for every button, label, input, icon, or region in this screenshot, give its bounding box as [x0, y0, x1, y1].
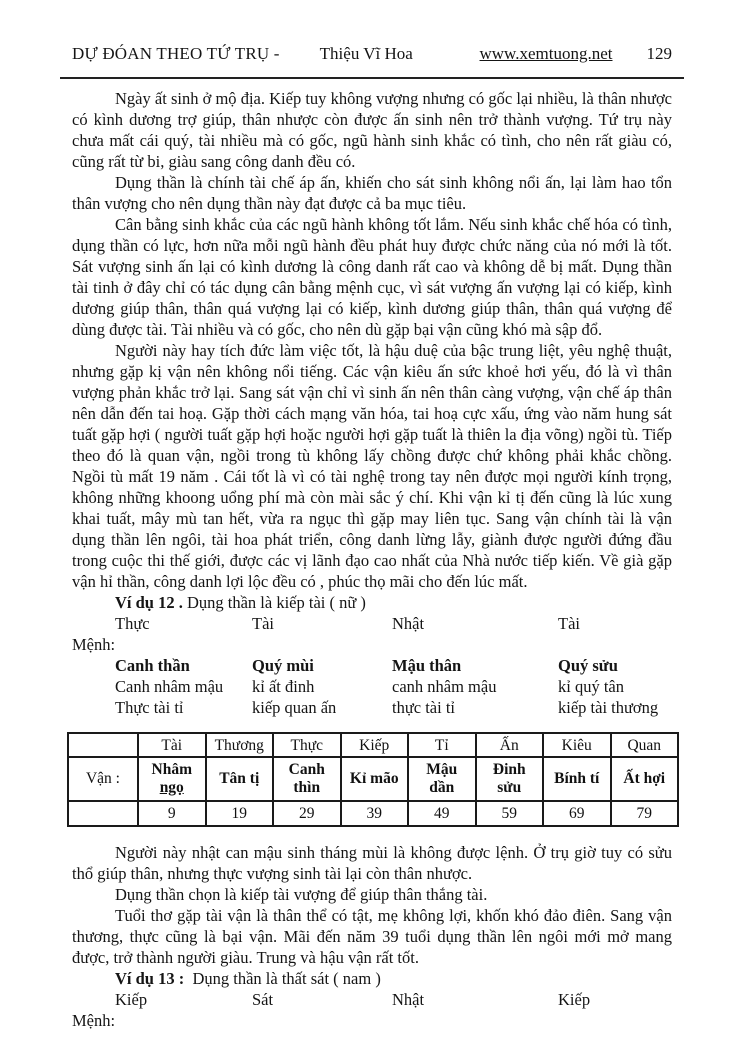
table-cell-god: Thương: [206, 733, 274, 757]
example-12-title: Dụng thần là kiếp tài ( nữ ): [186, 593, 366, 612]
god-label: Tài: [558, 614, 580, 633]
pillar-day: [392, 655, 558, 718]
pillar-month: [252, 655, 392, 718]
body-paragraph: Người này hay tích đức làm việc tốt, là hậu duệ của bậc trung liệt, yêu nghệ thuật, nhưng gặp kị vận nên không nổi tiếng. Các vận kiêu ấn sức khoẻ hơi yếu, đó là vì thân vượng phản khắc trở lại. Sang sát vận chỉ vì sinh ấn nên thân càng vượng, vận chế áp thân nên dẫn đến tai hoạ. Gặp thời cách mạng văn hóa, tai hoạ cực xấu, ứng vào năm hung sát tuất gặp hợi ( người tuất gặp hợi hoặc người hợi gặp tuất là thiên la địa võng) ngồi tù. Tiếp theo đó là quan vận, ngồi trong tù không lấy chồng được chứ không phải khắc chồng. Ngồi tù mất 19 năm . Cái tốt là vì có tài nghệ trong tay nên được mọi người kính trọng, không những khoong uổng phí mà còn mài sắc ý chí. Khi vận kỉ tị đến cũng là lúc xung khai tuất, mây mù tan hết, vừa ra ngục thì gặp may liên tục. Sang vận chính tài là vận dụng thần lên ngôi, tài hoa phát triển, công danh lừng lẫy, giành được người đứng đầu trong cuộc thi thế giới, được các vị lãnh đạo cao nhất của Nhà nước tiếp kiến. Về già gặp vận hỉ thần, công danh lợi lộc đều có , phúc thọ mãi cho đến lúc mất.: [72, 341, 672, 591]
example-12-gods-row: [115, 613, 672, 634]
menh-label: Mệnh:: [72, 635, 116, 654]
god-label: Sát: [252, 990, 274, 1009]
body-paragraph: Dụng thần chọn là kiếp tài vượng để giúp thân thắng tài.: [115, 885, 488, 904]
pillar-year: [115, 655, 252, 718]
table-cell-god: Quan: [611, 733, 679, 757]
table-cell-pillar: Mậu dần: [408, 757, 476, 801]
god-label: Nhật: [392, 614, 425, 633]
luck-cycle-table: [67, 732, 679, 827]
example-13-heading: [72, 968, 672, 989]
table-cell-pillar: Bính tí: [543, 757, 611, 801]
pillar-hidden-stems: kỉ ất đinh: [252, 677, 315, 696]
table-cell-age: 19: [206, 801, 274, 826]
pillar-hidden-stems: Canh nhâm mậu: [115, 677, 224, 696]
example-13-gods-row: [115, 989, 672, 1010]
pillar-gods: thực tài tỉ: [392, 698, 456, 717]
table-cell-pillar: Kỉ mão: [341, 757, 409, 801]
pillar-name: Canh thần: [115, 656, 190, 675]
table-row-gods: [68, 733, 678, 757]
table-cell-god: Kiêu: [543, 733, 611, 757]
table-cell-god: Tài: [138, 733, 206, 757]
table-cell-pillar: Canh thìn: [273, 757, 341, 801]
table-cell-age: 39: [341, 801, 409, 826]
pillar-hour: [558, 655, 672, 718]
table-cell-age: 59: [476, 801, 544, 826]
example-12-pillars: [115, 655, 672, 718]
table-cell-age: 49: [408, 801, 476, 826]
table-cell-god: Ấn: [476, 733, 544, 757]
example-13-label: Ví dụ 13 :: [115, 969, 185, 988]
god-label: Tài: [252, 614, 274, 633]
pillar-hidden-stems: canh nhâm mậu: [392, 677, 497, 696]
example-12-heading: [72, 592, 672, 613]
page-header: [60, 44, 684, 79]
table-cell-empty: [68, 801, 138, 826]
table-cell-age: 79: [611, 801, 679, 826]
table-row-label: Vận :: [68, 757, 138, 801]
table-cell-age: 9: [138, 801, 206, 826]
example-13-title: Dụng thần là thất sát ( nam ): [192, 969, 381, 988]
body-paragraph: Ngày ất sinh ở mộ địa. Kiếp tuy không vượng nhưng có gốc lại nhiều, là thân nhược có kình dương trợ giúp, thân nhược còn được ấn sinh nên trở thành vượng. Tứ trụ này chưa mất cái quý, tài nhiều mà có gốc, ngũ hành sinh khắc có tình, cho nên rất giàu có, cũng rất từ bi, giàu sang công danh đều có.: [72, 89, 672, 171]
table-cell-pillar: Ất hợi: [611, 757, 679, 801]
page-number: 129: [646, 44, 672, 63]
pillar-gods: Thực tài tỉ: [115, 698, 184, 717]
table-cell-pillar: Đinh sửu: [476, 757, 544, 801]
body-paragraph: Tuổi thơ gặp tài vận là thân thể có tật, mẹ không lợi, khốn khó đảo điên. Sang vận thương, thực cũng là bại vận. Mãi đến năm 39 tuổi dụng thần lên ngôi mới mở mang được, trở thành người giàu. Trung và hậu vận rất tốt.: [72, 906, 672, 967]
body-paragraph: Người này nhật can mậu sinh tháng mùi là không được lệnh. Ở trụ giờ tuy có sửu thổ giúp thân, nhưng thực vượng sinh tài lại còn thân nhược.: [72, 843, 672, 883]
god-label: Thực: [115, 614, 150, 633]
table-cell-empty: [68, 733, 138, 757]
website-link[interactable]: www.xemtuong.net: [479, 44, 613, 63]
table-row-ages: [68, 801, 678, 826]
pillar-hidden-stems: kỉ quý tân: [558, 677, 624, 696]
example-12-label: Ví dụ 12 .: [115, 593, 183, 612]
table-cell-age: 29: [273, 801, 341, 826]
pillar-gods: kiếp tài thương: [558, 698, 659, 717]
table-cell-age: 69: [543, 801, 611, 826]
table-cell-god: Thực: [273, 733, 341, 757]
god-label: Kiếp: [558, 990, 591, 1009]
god-label: Nhật: [392, 990, 425, 1009]
body-paragraph: Dụng thần là chính tài chế áp ấn, khiến cho sát sinh không nổi ấn, lại làm hao tổn thân vượng cho nên dụng thần này đạt được cả ba mục tiêu.: [72, 173, 672, 213]
table-cell-god: Tỉ: [408, 733, 476, 757]
body-paragraph: Cân bằng sinh khắc của các ngũ hành không tốt lắm. Nếu sinh khắc chế hóa có tình, dụng thần có lực, hơn nữa mỗi ngũ hành đều phát huy được chức năng của nó mới là tốt. Sát vượng sinh ấn lại có kình dương là công danh rất cao và không dễ bị mất. Dụng thần tài tinh ở đây chỉ có tác dụng cân bằng mệnh cục, vì sát vượng ấn vượng lại có kiếp, kình dương giúp thân, thân quá vượng lại có kiếp, kình dương giúp thân, thân quá vượng để dùng được tài. Tài nhiều và có gốc, cho nên dù gặp bại vận cũng khó mà sập đổ.: [72, 215, 672, 339]
book-author: Thiệu Vĩ Hoa: [319, 44, 413, 63]
table-cell-god: Kiếp: [341, 733, 409, 757]
table-row-pillars: [68, 757, 678, 801]
pillar-name: Quý sửu: [558, 656, 618, 675]
pillar-name: Quý mùi: [252, 656, 314, 675]
pillar-name: Mậu thân: [392, 656, 462, 675]
table-cell-pillar: Nhâm ngọ: [138, 757, 206, 801]
pillar-gods: kiếp quan ấn: [252, 698, 337, 717]
menh-label: Mệnh:: [72, 1011, 116, 1030]
god-label: Kiếp: [115, 990, 148, 1009]
book-title: DỰ ĐÓAN THEO TỨ TRỤ -: [72, 44, 280, 63]
page-content: [72, 88, 672, 1031]
table-cell-pillar: Tân tị: [206, 757, 274, 801]
